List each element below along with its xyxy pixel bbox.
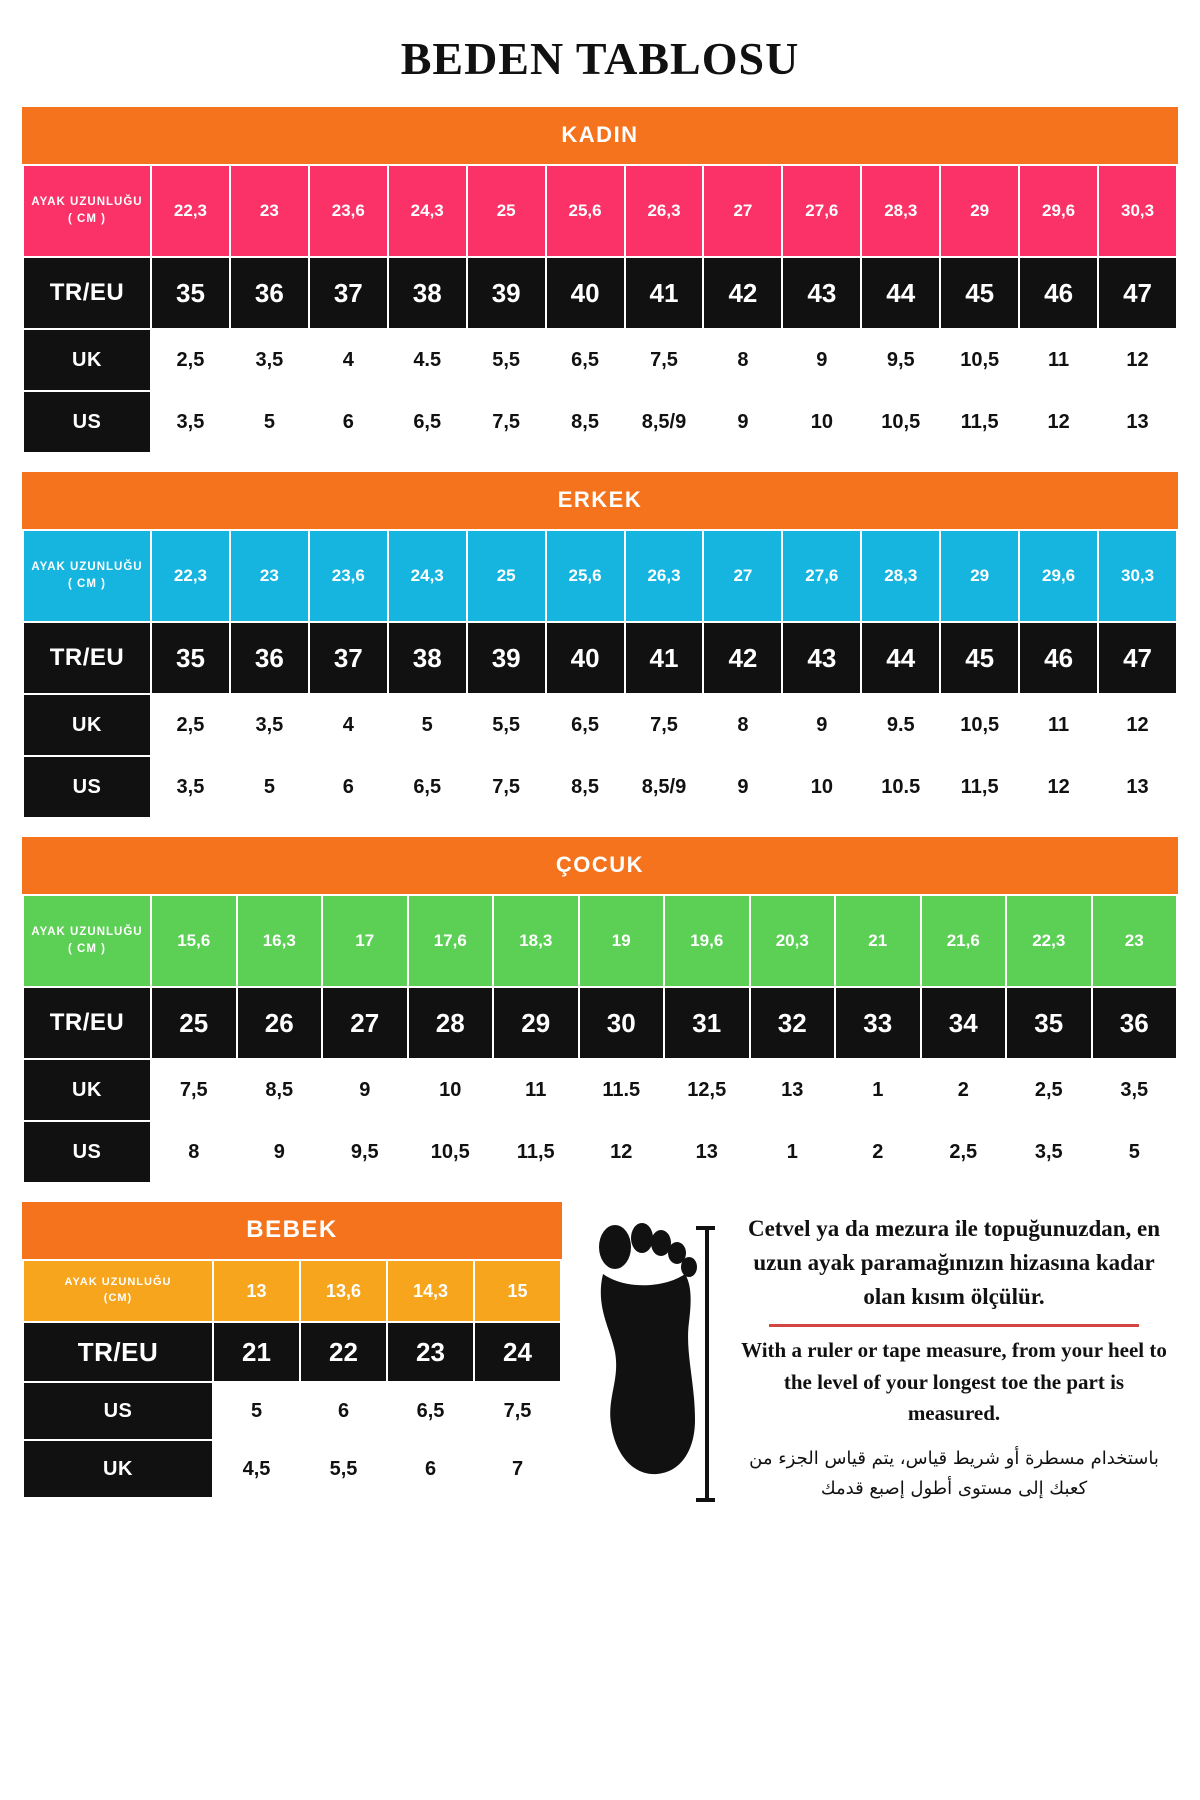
cell-length: 15 [474, 1260, 561, 1322]
cell-length: 26,3 [625, 530, 704, 622]
section-heading-bebek: BEBEK [22, 1202, 562, 1259]
cell-treu: 44 [861, 622, 940, 694]
cell-treu: 38 [388, 257, 467, 329]
cell-us: 5 [1092, 1121, 1178, 1183]
cell-us: 3,5 [1006, 1121, 1092, 1183]
cell-us: 10 [782, 391, 861, 453]
cell-treu: 31 [664, 987, 750, 1059]
cell-length: 30,3 [1098, 530, 1177, 622]
row-label-treu: TR/EU [23, 987, 151, 1059]
cell-uk: 13 [750, 1059, 836, 1121]
cell-length: 23 [230, 530, 309, 622]
cell-us: 2,5 [921, 1121, 1007, 1183]
row-label-uk: UK [23, 694, 151, 756]
cell-length: 21 [835, 895, 921, 987]
cell-length: 22,3 [151, 530, 230, 622]
row-label-uk: UK [23, 1059, 151, 1121]
cell-us: 6 [300, 1382, 387, 1440]
cell-uk: 11.5 [579, 1059, 665, 1121]
cell-us: 5 [230, 391, 309, 453]
cell-us: 11,5 [493, 1121, 579, 1183]
cell-uk: 11 [1019, 329, 1098, 391]
cell-treu: 29 [493, 987, 579, 1059]
cell-treu: 46 [1019, 257, 1098, 329]
row-label-us: US [23, 391, 151, 453]
cell-us: 9,5 [322, 1121, 408, 1183]
length-label-text: AYAK UZUNLUĞU [31, 196, 143, 209]
cell-us: 8 [151, 1121, 237, 1183]
cell-us: 3,5 [151, 391, 230, 453]
cell-length: 25 [467, 530, 546, 622]
row-label-us: US [23, 1382, 213, 1440]
table-row [23, 391, 1177, 453]
cell-uk: 3,5 [230, 694, 309, 756]
cell-length: 29,6 [1019, 530, 1098, 622]
row-label-length [23, 530, 151, 622]
table-kadin [22, 164, 1178, 454]
cell-uk: 4 [309, 694, 388, 756]
cell-length: 14,3 [387, 1260, 474, 1322]
note-english: With a ruler or tape measure, from your heel to the level of your longest toe the part is measured. [741, 1338, 1167, 1426]
table-row [23, 622, 1177, 694]
table-row [23, 165, 1177, 257]
cell-us: 2 [835, 1121, 921, 1183]
cell-us: 8,5/9 [625, 756, 704, 818]
cell-uk: 8,5 [237, 1059, 323, 1121]
cell-length: 30,3 [1098, 165, 1177, 257]
table-row [23, 1121, 1177, 1183]
cell-uk: 5,5 [467, 694, 546, 756]
cell-uk: 5 [388, 694, 467, 756]
section-kadin [22, 107, 1178, 454]
cell-us: 10 [782, 756, 861, 818]
row-label-treu: TR/EU [23, 622, 151, 694]
cell-length: 27 [703, 530, 782, 622]
cell-us: 9 [237, 1121, 323, 1183]
cell-treu: 28 [408, 987, 494, 1059]
cell-length: 22,3 [151, 165, 230, 257]
cell-length: 23 [1092, 895, 1178, 987]
cell-uk: 10 [408, 1059, 494, 1121]
cell-treu: 35 [151, 257, 230, 329]
cell-treu: 43 [782, 622, 861, 694]
table-row [23, 756, 1177, 818]
section-heading-cocuk: ÇOCUK [22, 837, 1178, 894]
cell-length: 17,6 [408, 895, 494, 987]
cell-uk: 12 [1098, 694, 1177, 756]
cell-length: 20,3 [750, 895, 836, 987]
cell-length: 16,3 [237, 895, 323, 987]
cell-us: 5 [213, 1382, 300, 1440]
cell-treu: 39 [467, 622, 546, 694]
cell-us: 10,5 [408, 1121, 494, 1183]
cell-length: 25 [467, 165, 546, 257]
section-cocuk [22, 837, 1178, 1184]
cell-treu: 37 [309, 257, 388, 329]
cell-treu: 30 [579, 987, 665, 1059]
note-divider [769, 1324, 1139, 1327]
cell-treu: 44 [861, 257, 940, 329]
cell-us: 5 [230, 756, 309, 818]
cell-uk: 1 [835, 1059, 921, 1121]
cell-uk: 12 [1098, 329, 1177, 391]
cell-uk: 10,5 [940, 694, 1019, 756]
cell-length: 23,6 [309, 530, 388, 622]
cell-length: 17 [322, 895, 408, 987]
table-row [23, 895, 1177, 987]
cell-uk: 6,5 [546, 694, 625, 756]
cell-us: 6,5 [388, 391, 467, 453]
section-bebek [22, 1202, 562, 1499]
cell-length: 29,6 [1019, 165, 1098, 257]
row-label-treu: TR/EU [23, 257, 151, 329]
cell-uk: 4,5 [213, 1440, 300, 1498]
cell-treu: 45 [940, 257, 1019, 329]
cell-length: 13,6 [300, 1260, 387, 1322]
measuring-instructions [580, 1202, 1178, 1512]
cell-treu: 25 [151, 987, 237, 1059]
cell-us: 1 [750, 1121, 836, 1183]
cell-treu: 26 [237, 987, 323, 1059]
cell-treu: 42 [703, 257, 782, 329]
cell-us: 12 [1019, 756, 1098, 818]
cell-us: 9 [703, 756, 782, 818]
cell-uk: 7,5 [151, 1059, 237, 1121]
cell-uk: 2,5 [1006, 1059, 1092, 1121]
table-row [23, 530, 1177, 622]
cell-treu: 38 [388, 622, 467, 694]
cell-uk: 9 [782, 329, 861, 391]
cell-length: 29 [940, 530, 1019, 622]
table-erkek [22, 529, 1178, 819]
foot-measure-graphic [580, 1208, 720, 1512]
cell-treu: 35 [1006, 987, 1092, 1059]
cell-us: 13 [1098, 391, 1177, 453]
table-row [23, 1059, 1177, 1121]
cell-uk: 5,5 [300, 1440, 387, 1498]
cell-us: 6 [309, 756, 388, 818]
section-heading-kadin: KADIN [22, 107, 1178, 164]
cell-treu: 40 [546, 257, 625, 329]
cell-uk: 5,5 [467, 329, 546, 391]
cell-treu: 39 [467, 257, 546, 329]
cell-us: 7,5 [474, 1382, 561, 1440]
cell-us: 10,5 [861, 391, 940, 453]
length-unit-text: (CM) [103, 1292, 133, 1304]
cell-uk: 9 [782, 694, 861, 756]
cell-us: 13 [664, 1121, 750, 1183]
length-label-text: AYAK UZUNLUĞU [31, 926, 143, 939]
cell-us: 9 [703, 391, 782, 453]
cell-uk: 3,5 [1092, 1059, 1178, 1121]
cell-us: 12 [579, 1121, 665, 1183]
bottom-area [22, 1202, 1178, 1512]
cell-uk: 9 [322, 1059, 408, 1121]
cell-uk: 8 [703, 329, 782, 391]
table-row [23, 1322, 561, 1382]
cell-uk: 7 [474, 1440, 561, 1498]
cell-uk: 7,5 [625, 329, 704, 391]
row-label-us: US [23, 1121, 151, 1183]
cell-us: 3,5 [151, 756, 230, 818]
cell-us: 7,5 [467, 391, 546, 453]
cell-treu: 21 [213, 1322, 300, 1382]
cell-treu: 36 [230, 257, 309, 329]
cell-length: 19 [579, 895, 665, 987]
row-label-uk: UK [23, 329, 151, 391]
cell-us: 11,5 [940, 391, 1019, 453]
length-label-text: AYAK UZUNLUĞU [31, 561, 143, 574]
cell-uk: 4 [309, 329, 388, 391]
cell-us: 8,5/9 [625, 391, 704, 453]
cell-us: 8,5 [546, 391, 625, 453]
cell-uk: 10,5 [940, 329, 1019, 391]
cell-uk: 9,5 [861, 329, 940, 391]
page-title: BEDEN TABLOSU [400, 33, 800, 84]
length-label-text: AYAK UZUNLUĞU [64, 1276, 172, 1289]
cell-uk: 2,5 [151, 694, 230, 756]
cell-treu: 45 [940, 622, 1019, 694]
cell-length: 27,6 [782, 530, 861, 622]
cell-length: 25,6 [546, 165, 625, 257]
cell-length: 15,6 [151, 895, 237, 987]
cell-uk: 6,5 [546, 329, 625, 391]
row-label-length [23, 1260, 213, 1322]
cell-uk: 12,5 [664, 1059, 750, 1121]
cell-treu: 23 [387, 1322, 474, 1382]
cell-us: 13 [1098, 756, 1177, 818]
table-row [23, 329, 1177, 391]
cell-length: 23,6 [309, 165, 388, 257]
cell-treu: 37 [309, 622, 388, 694]
cell-treu: 34 [921, 987, 1007, 1059]
row-label-treu: TR/EU [23, 1322, 213, 1382]
cell-treu: 43 [782, 257, 861, 329]
section-erkek [22, 472, 1178, 819]
cell-length: 18,3 [493, 895, 579, 987]
cell-uk: 11 [493, 1059, 579, 1121]
cell-treu: 36 [1092, 987, 1178, 1059]
cell-length: 19,6 [664, 895, 750, 987]
cell-treu: 40 [546, 622, 625, 694]
cell-treu: 47 [1098, 257, 1177, 329]
cell-us: 6,5 [387, 1382, 474, 1440]
cell-length: 28,3 [861, 530, 940, 622]
cell-uk: 2 [921, 1059, 1007, 1121]
cell-uk: 11 [1019, 694, 1098, 756]
table-row [23, 1260, 561, 1322]
cell-us: 6 [309, 391, 388, 453]
cell-us: 6,5 [388, 756, 467, 818]
note-turkish: Cetvel ya da mezura ile topuğunuzdan, en uzun ayak paramağınızın hizasına kadar olan kısım ölçülür. [747, 1216, 1161, 1310]
cell-length: 23 [230, 165, 309, 257]
cell-treu: 27 [322, 987, 408, 1059]
row-label-length [23, 895, 151, 987]
cell-us: 11,5 [940, 756, 1019, 818]
cell-us: 8,5 [546, 756, 625, 818]
footprint-icon [585, 1212, 715, 1512]
cell-treu: 46 [1019, 622, 1098, 694]
cell-uk: 2,5 [151, 329, 230, 391]
note-text-block [734, 1208, 1178, 1512]
cell-uk: 8 [703, 694, 782, 756]
cell-uk: 3,5 [230, 329, 309, 391]
cell-treu: 41 [625, 257, 704, 329]
cell-length: 22,3 [1006, 895, 1092, 987]
cell-length: 24,3 [388, 530, 467, 622]
cell-treu: 22 [300, 1322, 387, 1382]
table-row [23, 257, 1177, 329]
length-unit-text: ( CM ) [68, 578, 106, 590]
cell-treu: 33 [835, 987, 921, 1059]
table-cocuk [22, 894, 1178, 1184]
cell-us: 7,5 [467, 756, 546, 818]
note-arabic: باستخدام مسطرة أو شريط قياس، يتم قياس الجزء من كعبك إلى مستوى أطول إصبع قدمك [749, 1447, 1159, 1500]
length-unit-text: ( CM ) [68, 213, 106, 225]
cell-treu: 41 [625, 622, 704, 694]
cell-length: 29 [940, 165, 1019, 257]
section-heading-erkek: ERKEK [22, 472, 1178, 529]
row-label-length [23, 165, 151, 257]
cell-length: 27 [703, 165, 782, 257]
table-row [23, 1382, 561, 1440]
row-label-uk: UK [23, 1440, 213, 1498]
cell-uk: 4.5 [388, 329, 467, 391]
cell-us: 10.5 [861, 756, 940, 818]
table-row [23, 1440, 561, 1498]
table-row [23, 694, 1177, 756]
cell-uk: 6 [387, 1440, 474, 1498]
cell-uk: 9.5 [861, 694, 940, 756]
table-bebek [22, 1259, 562, 1499]
cell-length: 21,6 [921, 895, 1007, 987]
table-row [23, 987, 1177, 1059]
cell-length: 24,3 [388, 165, 467, 257]
cell-length: 26,3 [625, 165, 704, 257]
cell-length: 28,3 [861, 165, 940, 257]
cell-uk: 7,5 [625, 694, 704, 756]
cell-treu: 24 [474, 1322, 561, 1382]
cell-treu: 32 [750, 987, 836, 1059]
cell-treu: 35 [151, 622, 230, 694]
row-label-us: US [23, 756, 151, 818]
cell-us: 12 [1019, 391, 1098, 453]
cell-treu: 36 [230, 622, 309, 694]
cell-length: 25,6 [546, 530, 625, 622]
cell-treu: 47 [1098, 622, 1177, 694]
cell-treu: 42 [703, 622, 782, 694]
cell-length: 13 [213, 1260, 300, 1322]
length-unit-text: ( CM ) [68, 943, 106, 955]
cell-length: 27,6 [782, 165, 861, 257]
